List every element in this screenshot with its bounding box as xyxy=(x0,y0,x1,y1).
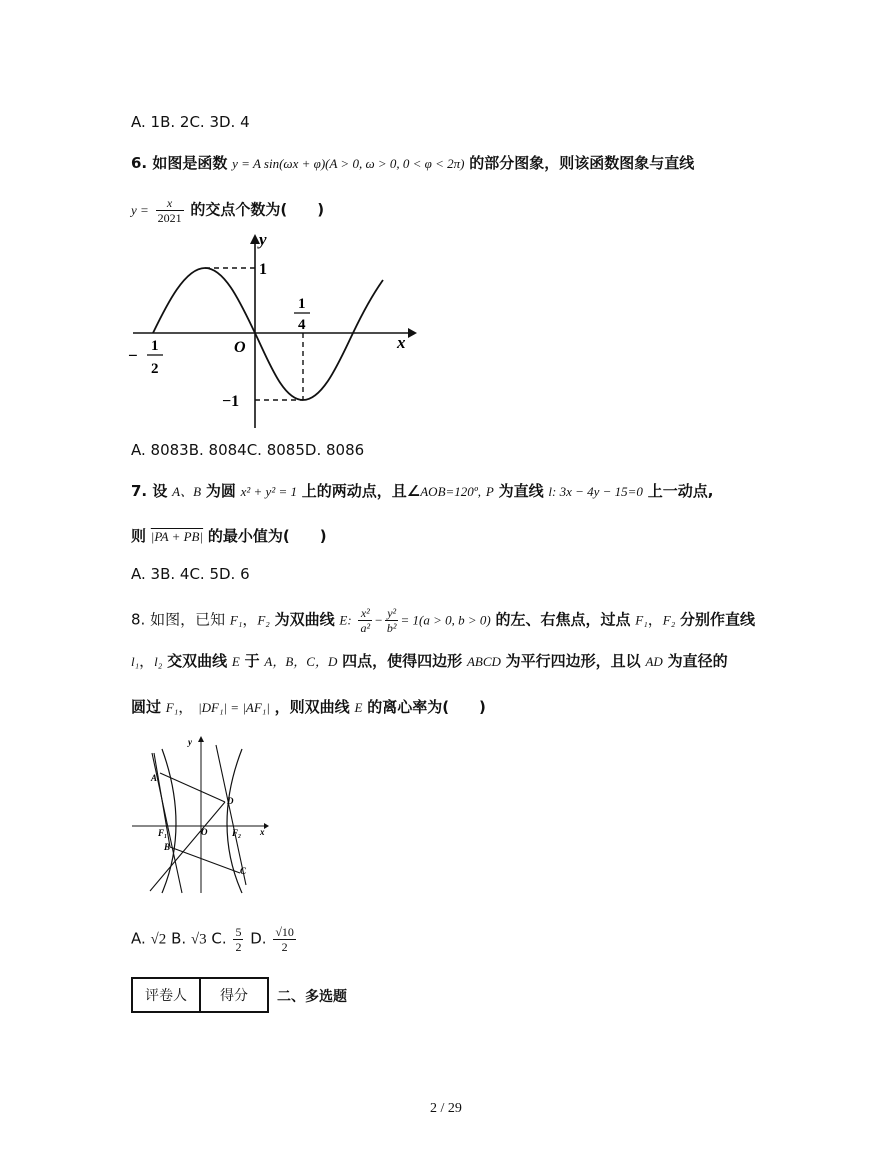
q6-stem-line2 xyxy=(131,196,324,225)
q7-options xyxy=(131,564,250,584)
q8-line2-d: 为平行四边形，且以 xyxy=(505,652,641,670)
q8-d-label: D xyxy=(227,796,234,806)
page-number: 2 / 29 xyxy=(430,1101,462,1116)
q6-sine-curve xyxy=(153,268,383,400)
q8-opt-b: B. xyxy=(171,929,187,948)
q6-stem-line1 xyxy=(131,153,694,174)
q8-sep-4: ， xyxy=(178,698,194,716)
q6-y-label: y xyxy=(259,230,267,249)
q6-x-label: x xyxy=(397,333,406,352)
q8-y-arrow xyxy=(198,736,204,742)
q7-p: P xyxy=(485,484,494,499)
q8-opt-c-frac xyxy=(233,925,243,954)
q7-line-eq: l: 3x − 4y − 15=0 xyxy=(548,484,643,499)
q8-opt-c: C. xyxy=(211,929,227,948)
q8-frac-x xyxy=(358,606,372,635)
q8-colon: : xyxy=(347,612,352,628)
q8-f2-repeat: F₂ xyxy=(662,612,676,628)
q7-lead: 7. 设 xyxy=(131,482,168,500)
q8-points: A，B，C，D xyxy=(264,654,338,669)
q8-frac-y xyxy=(385,606,399,635)
q8-edge-ad xyxy=(160,773,225,802)
q8-c-num: 5 xyxy=(235,925,242,939)
q8-d-den: 2 xyxy=(281,940,288,954)
q7-tail: 上一动点, xyxy=(647,482,714,500)
q8-a-label: A xyxy=(151,773,158,783)
q8-sqrt3: √3 xyxy=(190,931,207,948)
q7-ab: A、B xyxy=(172,484,202,499)
q8-opt-d-frac xyxy=(273,925,296,954)
q6-tail: 的交点个数为( ) xyxy=(190,200,325,219)
q8-line2-b: 于 xyxy=(244,652,260,670)
q8-e-3: E xyxy=(354,700,363,715)
q8-sep: ， xyxy=(242,610,258,629)
score-cell: 得分 xyxy=(200,978,268,1012)
q8-x-arrow xyxy=(264,823,269,829)
q8-eq-minus: − xyxy=(374,612,383,628)
q8-line3-b: ，则双曲线 xyxy=(274,698,350,716)
q8-hyper-text: 为双曲线 xyxy=(274,610,335,629)
q6-sine-graph xyxy=(125,228,425,433)
q8-f1: F₁ xyxy=(229,612,243,628)
q8-line2-e: 为直径的 xyxy=(667,652,728,670)
q6-one-label: 1 xyxy=(259,261,267,278)
q8-frac-y-num: y² xyxy=(385,606,399,621)
q8-d-num: √10 xyxy=(275,925,294,939)
q6-neg-one-label: −1 xyxy=(222,393,240,410)
q8-hyperbola-graph xyxy=(130,733,275,898)
q8-tail1: 的左、右焦点，过点 xyxy=(495,610,631,629)
q6-line-y: y = xyxy=(131,202,149,218)
q8-o-label: O xyxy=(201,827,208,837)
q8-abcd: ABCD xyxy=(466,654,501,669)
q8-sep-3: ， xyxy=(139,652,155,670)
q6-quarter-num: 1 xyxy=(298,296,306,312)
q6-options-text: A. 8083B. 8084C. 8085D. 8086 xyxy=(131,441,365,459)
q8-f1-label: F₁ xyxy=(158,828,168,838)
q8-f2-label: F₂ xyxy=(232,828,242,838)
q8-f2: F₂ xyxy=(257,612,270,628)
q7-line2-lead: 则 xyxy=(131,527,147,545)
q8-f1-3: F₁ xyxy=(165,700,179,715)
q6-options xyxy=(131,440,364,460)
q8-c-den: 2 xyxy=(235,940,242,954)
q8-b-label: B xyxy=(164,842,171,852)
q8-x-label: x xyxy=(260,827,265,837)
q6-neg-half-sign: − xyxy=(128,346,138,365)
q7-circle: x² + y² = 1 xyxy=(240,484,297,499)
q7-cond: 上的两动点，且∠ xyxy=(301,482,421,500)
q6-quarter-den: 4 xyxy=(298,317,306,333)
q6-lead: 6. 如图是函数 xyxy=(131,154,228,172)
q8-frac-y-den: b² xyxy=(386,621,397,635)
q7-stem-line2 xyxy=(131,526,327,547)
q8-line-f1d xyxy=(150,802,225,891)
q6-neg-half-den: 2 xyxy=(151,361,159,377)
q8-e-2: E xyxy=(231,654,240,669)
q6-frac-den: 2021 xyxy=(157,211,182,225)
q8-l1: l₁ xyxy=(131,654,140,669)
q6-x-arrow xyxy=(408,328,417,338)
q8-frac-x-num: x² xyxy=(358,606,372,621)
q8-line-l2 xyxy=(216,745,246,885)
q8-lead: 8. 如图，已知 xyxy=(131,610,226,629)
q8-stem-line2 xyxy=(131,651,728,672)
q7-line2-tail: 的最小值为( ) xyxy=(207,527,327,545)
q8-e: E xyxy=(339,612,348,628)
q8-c-label: C xyxy=(240,866,247,876)
q8-condition: |DF₁| = |AF₁| xyxy=(198,700,270,715)
q8-options xyxy=(131,925,298,954)
q7-vector-sum: |PA + PB| xyxy=(150,529,204,544)
q8-opt-a: A. xyxy=(131,929,146,948)
q8-line2-mid: 交双曲线 xyxy=(167,652,228,670)
q6-frac-num: x xyxy=(156,196,184,211)
q6-function: y = A sin(ωx + φ)(A > 0, ω > 0, 0 < φ < 2π) xyxy=(232,156,465,171)
q8-y-label: y xyxy=(188,737,192,747)
q8-l2: l₂ xyxy=(154,654,163,669)
q5-options xyxy=(131,112,250,132)
q8-opt-d: D. xyxy=(250,929,267,948)
q6-fraction xyxy=(156,196,184,225)
q8-frac-x-den: a² xyxy=(360,621,371,635)
q8-f1-repeat: F₁ xyxy=(635,612,648,628)
q6-neg-half-num: 1 xyxy=(151,338,159,354)
section-title: 二、多选题 xyxy=(277,989,347,1005)
q5-options-text: A. 1B. 2C. 3D. 4 xyxy=(131,113,250,131)
q7-angle: AOB=120º, xyxy=(420,484,482,499)
score-table xyxy=(131,977,269,1013)
q7-is-circle: 为圆 xyxy=(205,482,236,500)
score-table-row xyxy=(132,978,268,1012)
q8-sep-2: ， xyxy=(647,610,663,629)
q8-line2-c: 四点，使得四边形 xyxy=(342,652,463,670)
q8-stem-line3 xyxy=(131,697,486,718)
q7-options-text: A. 3B. 4C. 5D. 6 xyxy=(131,565,250,583)
q8-left-branch xyxy=(162,749,176,893)
q6-origin-label: O xyxy=(234,339,246,356)
q7-line-text: 为直线 xyxy=(498,482,544,500)
q8-sqrt2: √2 xyxy=(150,931,167,948)
q7-stem-line1 xyxy=(131,481,713,502)
q8-stem-line1 xyxy=(131,606,755,635)
q8-line3-a: 圆过 xyxy=(131,698,162,716)
q8-eq-rest: = 1(a > 0, b > 0) xyxy=(400,612,491,628)
q8-tail1b: 分别作直线 xyxy=(680,610,756,629)
q8-ad: AD xyxy=(645,654,663,669)
q8-line3-c: 的离心率为( ) xyxy=(367,698,486,716)
grader-cell: 评卷人 xyxy=(132,978,200,1012)
q6-mid-text: 的部分图象，则该函数图象与直线 xyxy=(469,154,695,172)
